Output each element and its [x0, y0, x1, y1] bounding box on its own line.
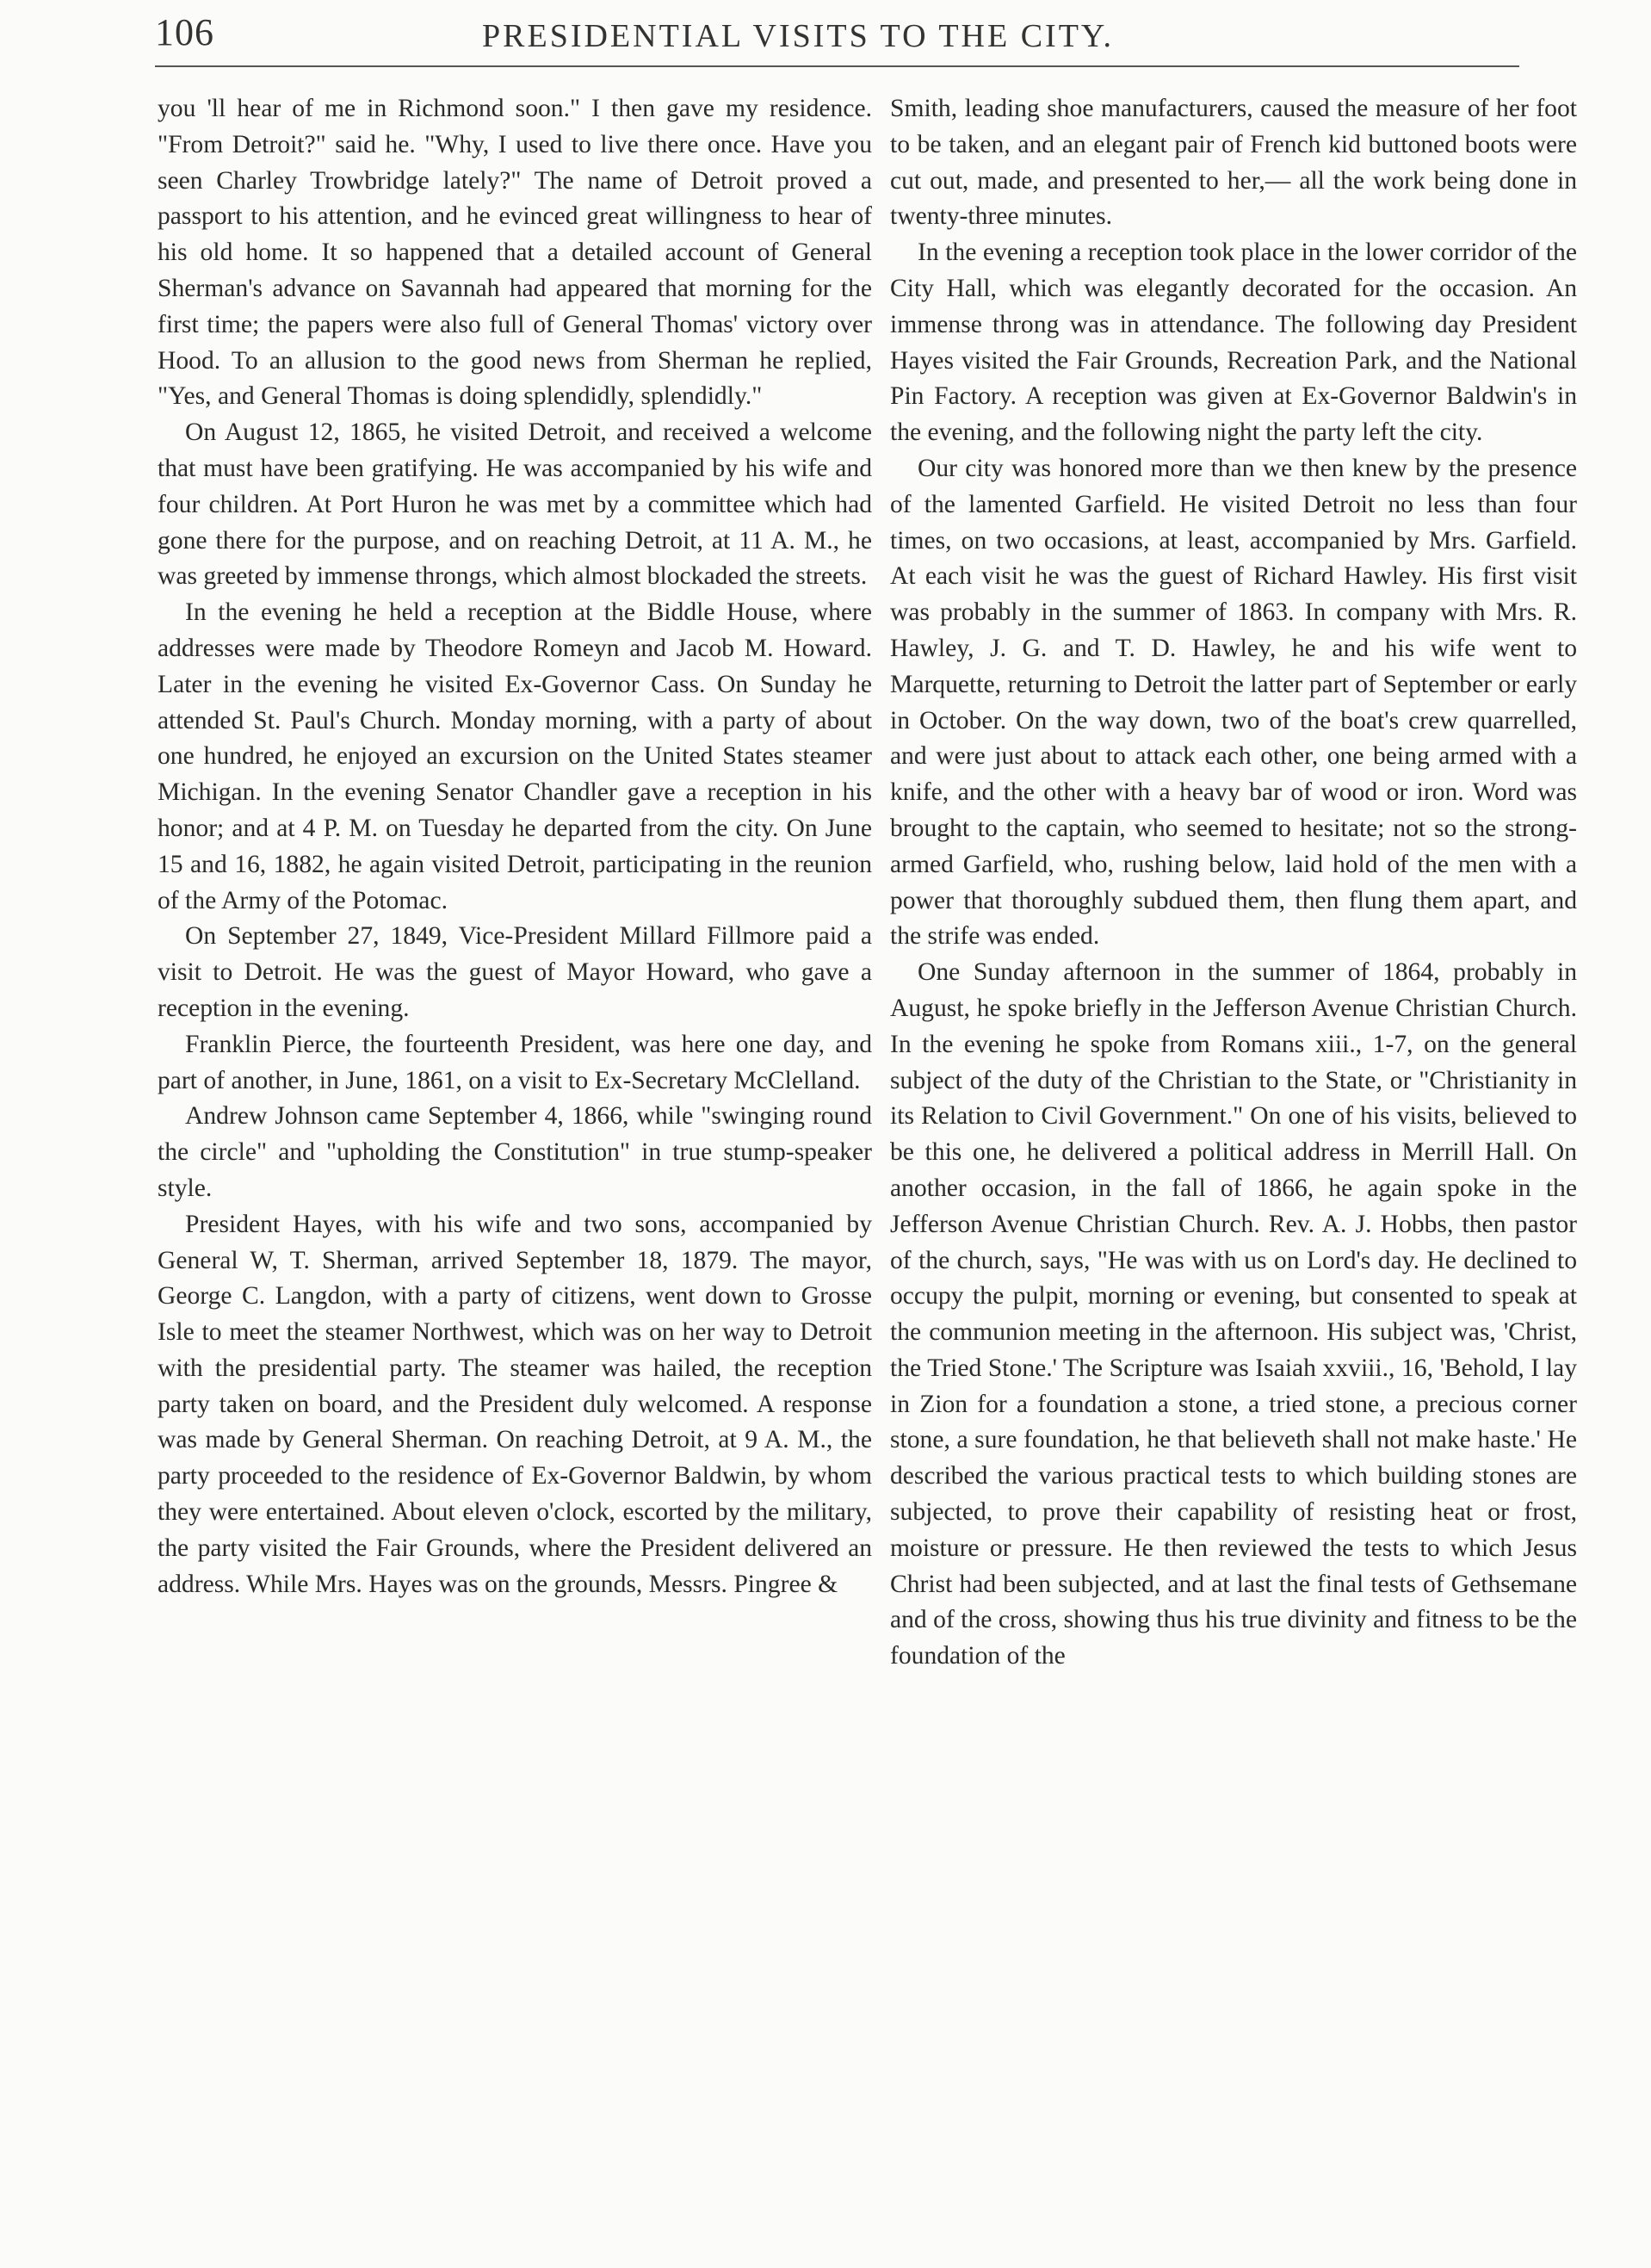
paragraph: On September 27, 1849, Vice-President Millard Fillmore paid a visit to Detroit. He was the guest of Mayor Howard, who gave a reception in the evening.: [158, 922, 872, 1022]
paragraph: you 'll hear of me in Richmond soon." I then gave my residence. "From Detroit?" said he. "Why, I used to live there once. Have you seen Charley Trowbridge lately?" The name of Detroit proved a passport to his attention, and he evinced great willingness to hear of his old home. It so happened that a detailed account of General Sherman's advance on Savannah had appeared that morning for the first time; the papers were also full of General Thomas' victory over Hood. To an allusion to the good news from Sherman he replied, "Yes, and General Thomas is doing splendidly, splendidly.": [158, 95, 872, 411]
right-column: [890, 91, 1577, 1675]
running-title: PRESIDENTIAL VISITS TO THE CITY.: [482, 18, 1114, 54]
paragraph: Andrew Johnson came September 4, 1866, while "swinging round the circle" and "upholding the Constitution" in true stump-speaker style.: [158, 1102, 872, 1202]
paragraph: In the evening he held a reception at the Biddle House, where addresses were made by Theodore Romeyn and Jacob M. Howard. Later in the evening he visited Ex-Governor Cass. On Sunday he attended St. Paul's Church. Monday morning, with a party of about one hundred, he enjoyed an excursion on the United States steamer Michigan. In the evening Senator Chandler gave a reception in his honor; and at 4 P. M. on Tuesday he departed from the city. On June 15 and 16, 1882, he again visited Detroit, participating in the reunion of the Army of the Potomac.: [158, 598, 872, 914]
paragraph: Franklin Pierce, the fourteenth President, was here one day, and part of another, in June, 1861, on a visit to Ex-Secretary McClelland.: [158, 1030, 872, 1094]
paragraph: President Hayes, with his wife and two sons, accompanied by General W, T. Sherman, arrived September 18, 1879. The mayor, George C. Langdon, with a party of citizens, went down to Grosse Isle to meet the steamer Northwest, which was on her way to Detroit with the presidential party. The steamer was hailed, the reception party taken on board, and the President duly welcomed. A response was made by General Sherman. On reaching Detroit, at 9 A. M., the party proceeded to the residence of Ex-Governor Baldwin, by whom they were entertained. About eleven o'clock, escorted by the military, the party visited the Fair Grounds, where the President delivered an address. While Mrs. Hayes was on the grounds, Messrs. Pingree &: [158, 1210, 872, 1598]
left-column: [158, 91, 872, 1602]
paragraph: One Sunday afternoon in the summer of 1864, probably in August, he spoke briefly in the Jefferson Avenue Christian Church. In the evening he spoke from Romans xiii., 1-7, on the general subject of the duty of the Christian to the State, or "Christianity in its Relation to Civil Government." On one of his visits, believed to be this one, he delivered a political address in Merrill Hall. On another occasion, in the fall of 1866, he again spoke in the Jefferson Avenue Christian Church. Rev. A. J. Hobbs, then pastor of the church, says, "He was with us on Lord's day. He declined to occupy the pulpit, morning or evening, but consented to speak at the communion meeting in the afternoon. His subject was, 'Christ, the Tried Stone.' The Scripture was Isaiah xxviii., 16, 'Behold, I lay in Zion for a foundation a stone, a tried stone, a precious corner stone, a sure foundation, he that believeth shall not make haste.' He described the various practical tests to which building stones are subjected, to prove their capability of resisting heat or frost, moisture or pressure. He then reviewed the tests to which Jesus Christ had been subjected, and at last the final tests of Gethsemane and of the cross, showing thus his true divinity and fitness to be the foundation of the: [890, 958, 1577, 1670]
header-rule: [155, 65, 1519, 67]
page-header: [155, 10, 1515, 62]
paragraph: Our city was honored more than we then knew by the presence of the lamented Garfield. He visited Detroit no less than four times, on two occasions, at least, accompanied by Mrs. Garfield. At each visit he was the guest of Richard Hawley. His first visit was probably in the summer of 1863. In company with Mrs. R. Hawley, J. G. and T. D. Hawley, he and his wife went to Marquette, returning to Detroit the latter part of September or early in October. On the way down, two of the boat's crew quarrelled, and were just about to attack each other, one being armed with a knife, and the other with a heavy bar of wood or iron. Word was brought to the captain, who seemed to hesitate; not so the strong-armed Garfield, who, rushing below, laid hold of the men with a power that thoroughly subdued them, then flung them apart, and the strife was ended.: [890, 454, 1577, 951]
paragraph: Smith, leading shoe manufacturers, caused the measure of her foot to be taken, and an elegant pair of French kid buttoned boots were cut out, made, and presented to her,— all the work being done in twenty-three minutes.: [890, 95, 1577, 231]
page-number: 106: [155, 11, 214, 53]
paragraph: In the evening a reception took place in the lower corridor of the City Hall, which was elegantly decorated for the occasion. An immense throng was in attendance. The following day President Hayes visited the Fair Grounds, Recreation Park, and the National Pin Factory. A reception was given at Ex-Governor Baldwin's in the evening, and the following night the party left the city.: [890, 239, 1577, 447]
paragraph: On August 12, 1865, he visited Detroit, and received a welcome that must have been gratifying. He was accompanied by his wife and four children. At Port Huron he was met by a committee which had gone there for the purpose, and on reaching Detroit, at 11 A. M., he was greeted by immense throngs, which almost blockaded the streets.: [158, 418, 872, 591]
